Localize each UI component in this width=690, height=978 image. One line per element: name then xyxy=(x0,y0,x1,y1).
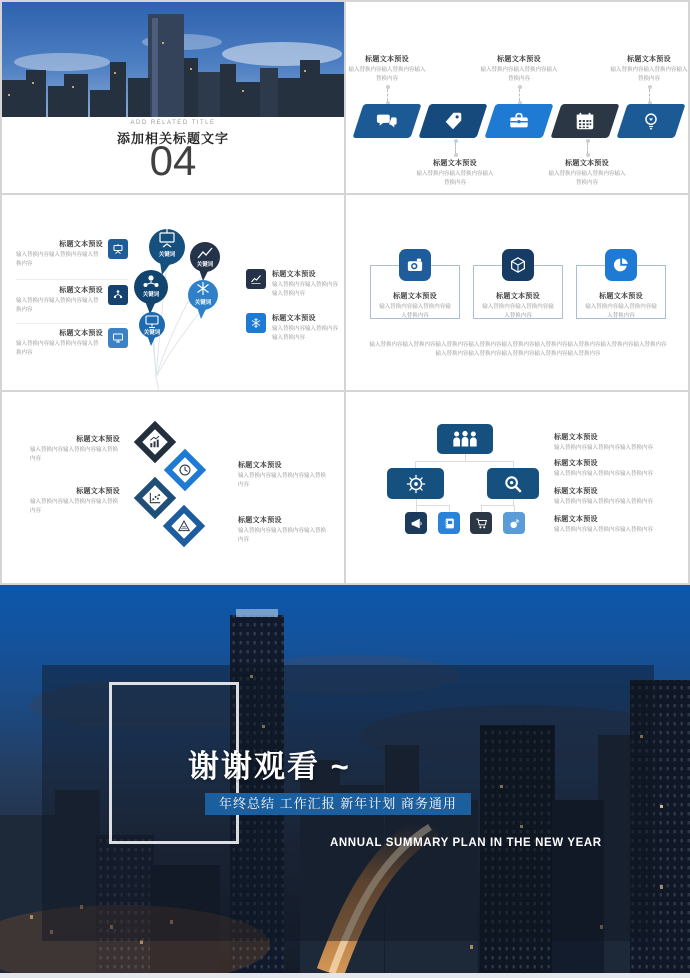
paragraph-text: 输入替换内容输入替换内容输入替换内容输入替换内容输入替换内容输入替换内容输入替换内容输入替换内容输入替换内容输入替换内容输入替换内容输入替换内容输入替换内容输入替换内容 xyxy=(369,342,667,357)
calendar-icon xyxy=(574,110,596,132)
list-item xyxy=(246,269,342,298)
keyword-label: 关键词 xyxy=(142,292,160,298)
slide-preview-1[interactable] xyxy=(2,2,344,193)
preset-body: 输入替换内容输入替换内容输入替换内容 xyxy=(554,527,654,533)
preset-title: 标题文本预设 xyxy=(599,293,643,300)
snowflake-icon xyxy=(246,313,266,333)
step-shape xyxy=(616,104,685,138)
connector-line xyxy=(514,505,515,512)
preset-body: 输入替换内容输入替换内容输入替换内容 xyxy=(554,445,654,451)
connector-line xyxy=(415,461,416,468)
camera-icon xyxy=(399,249,431,281)
preset-title: 标题文本预设 xyxy=(554,516,598,523)
slide-preview-4[interactable] xyxy=(346,195,688,390)
balloon-chart-line-icon xyxy=(190,242,220,281)
section-title: 添加相关标题文字 xyxy=(116,131,229,146)
thankyou-title: 谢谢观看 ~ xyxy=(188,749,351,784)
briefcase-icon xyxy=(508,110,530,132)
step-text-block xyxy=(479,54,559,83)
preset-title: 标题文本预设 xyxy=(565,160,609,167)
org-node xyxy=(487,468,539,499)
scatter-chart-icon xyxy=(148,491,162,505)
section-subtitle-en: ADD RELATED TITLE xyxy=(130,120,216,126)
list-item xyxy=(554,486,686,507)
preset-body: 输入替换内容输入替换内容输入替换内容 xyxy=(30,447,119,462)
lightbulb-icon xyxy=(640,110,662,132)
connector-line xyxy=(465,454,466,461)
preset-body: 输入替换内容输入替换内容输入替换内容 xyxy=(16,341,99,356)
history-clock-icon xyxy=(178,463,192,477)
balloon-org-icon xyxy=(134,270,168,314)
preset-body: 输入替换内容输入替换内容输入替换内容 xyxy=(482,304,554,319)
diamond-shape xyxy=(163,505,205,547)
balloon-presentation-icon xyxy=(149,229,185,275)
keyword-label: 关键词 xyxy=(143,330,161,336)
slide-preview-7[interactable] xyxy=(0,585,690,973)
megaphone-icon xyxy=(405,512,427,534)
connector-line xyxy=(649,89,650,101)
connector-line xyxy=(587,143,588,153)
keyword-label: 关键词 xyxy=(158,252,176,258)
preset-body: 输入替换内容输入替换内容输入替换内容 xyxy=(238,473,327,488)
preset-title: 标题文本预设 xyxy=(627,56,671,63)
preset-body: 输入替换内容输入替换内容输入替换内容 xyxy=(554,471,654,477)
step-text-block xyxy=(547,158,627,187)
preset-title: 标题文本预设 xyxy=(433,160,477,167)
preset-title: 标题文本预设 xyxy=(76,488,120,495)
thankyou-subtitle-en: ANNUAL SUMMARY PLAN IN THE NEW YEAR xyxy=(330,837,602,849)
preset-body: 输入替换内容输入替换内容输入替换内容 xyxy=(379,304,451,319)
team-icon xyxy=(450,429,480,449)
step-text-block xyxy=(30,434,120,463)
preset-title: 标题文本预设 xyxy=(554,460,598,467)
preset-body: 输入替换内容输入替换内容输入替换内容 xyxy=(238,528,327,543)
step-text-block xyxy=(30,486,120,515)
preset-body: 输入替换内容输入替换内容输入替换内容 xyxy=(272,326,339,341)
preset-body: 输入替换内容输入替换内容输入替换内容 xyxy=(16,252,99,267)
chart-line-icon xyxy=(246,269,266,289)
slide-preview-3[interactable] xyxy=(2,195,344,390)
step-text-block xyxy=(609,54,688,83)
step-shape xyxy=(484,104,553,138)
org-node xyxy=(387,468,444,499)
connector-line xyxy=(513,461,514,468)
tag-icon xyxy=(442,110,464,132)
chat-icon xyxy=(376,110,398,132)
slide-preview-5[interactable] xyxy=(2,392,344,583)
connector-line xyxy=(455,143,456,153)
pyramid-icon xyxy=(177,519,191,533)
dart-icon xyxy=(503,512,525,534)
connector-line xyxy=(416,505,449,506)
step-text-block xyxy=(238,515,328,544)
list-item xyxy=(246,313,342,342)
section-number: 04 xyxy=(149,137,197,184)
preset-body: 输入替换内容输入替换内容输入替换内容 xyxy=(554,499,654,505)
step-text-block xyxy=(415,158,495,187)
preset-title: 标题文本预设 xyxy=(238,517,282,524)
search-icon xyxy=(502,473,524,495)
preset-title: 标题文本预设 xyxy=(496,293,540,300)
cube-icon xyxy=(502,249,534,281)
step-text-block xyxy=(347,54,427,83)
preset-body: 输入替换内容输入替换内容输入替换内容 xyxy=(585,304,657,319)
notebook-icon xyxy=(438,512,460,534)
preset-title: 标题文本预设 xyxy=(59,330,103,337)
preset-body: 输入替换内容输入替换内容输入替换内容 xyxy=(610,67,688,82)
list-item xyxy=(554,432,686,453)
city-skyline-photo xyxy=(2,2,344,117)
preset-title: 标题文本预设 xyxy=(554,434,598,441)
step-shape xyxy=(352,104,421,138)
preset-title: 标题文本预设 xyxy=(272,271,316,278)
org-node xyxy=(437,424,493,454)
preset-title: 标题文本预设 xyxy=(365,56,409,63)
bar-chart-icon xyxy=(148,435,162,449)
preset-title: 标题文本预设 xyxy=(554,488,598,495)
preset-body: 输入替换内容输入替换内容输入替换内容 xyxy=(16,298,99,313)
diamond-shape xyxy=(164,449,206,491)
preset-body: 输入替换内容输入替换内容输入替换内容 xyxy=(548,171,626,186)
connector-line xyxy=(415,461,514,462)
preset-title: 标题文本预设 xyxy=(272,315,316,322)
balloon-monitor-icon xyxy=(139,312,165,346)
list-item xyxy=(554,514,686,535)
preset-title: 标题文本预设 xyxy=(59,287,103,294)
list-item xyxy=(554,458,686,479)
preset-title: 标题文本预设 xyxy=(238,462,282,469)
connector-line xyxy=(519,89,520,101)
preset-body: 输入替换内容输入替换内容输入替换内容 xyxy=(416,171,494,186)
connector-line xyxy=(449,505,450,512)
keywords-banner: 年终总结 工作汇报 新年计划 商务通用 xyxy=(205,793,471,815)
keyword-label: 关键词 xyxy=(196,262,214,268)
pie-chart-icon xyxy=(605,249,637,281)
connector-line xyxy=(387,89,388,101)
preset-title: 标题文本预设 xyxy=(497,56,541,63)
preset-body: 输入替换内容输入替换内容输入替换内容 xyxy=(348,67,426,82)
preset-title: 标题文本预设 xyxy=(76,436,120,443)
bottom-margin-strip xyxy=(0,973,690,978)
step-shape xyxy=(418,104,487,138)
step-text-block xyxy=(238,460,328,489)
balloon-cluster xyxy=(110,217,262,390)
cart-icon xyxy=(470,512,492,534)
step-shape xyxy=(550,104,619,138)
balloon-snowflake-icon xyxy=(188,280,218,319)
diamond-shape xyxy=(134,477,176,519)
preset-title: 标题文本预设 xyxy=(393,293,437,300)
preset-body: 输入替换内容输入替换内容输入替换内容 xyxy=(480,67,558,82)
helm-icon xyxy=(405,473,427,495)
keyword-label: 关键词 xyxy=(194,300,212,306)
preset-body: 输入替换内容输入替换内容输入替换内容 xyxy=(30,499,119,514)
slide-preview-2[interactable] xyxy=(346,2,688,193)
preset-title: 标题文本预设 xyxy=(59,241,103,248)
diamond-shape xyxy=(134,421,176,463)
slide-preview-6[interactable] xyxy=(346,392,688,583)
connector-line xyxy=(481,505,482,512)
connector-line xyxy=(481,505,515,506)
preset-body: 输入替换内容输入替换内容输入替换内容 xyxy=(272,282,339,297)
